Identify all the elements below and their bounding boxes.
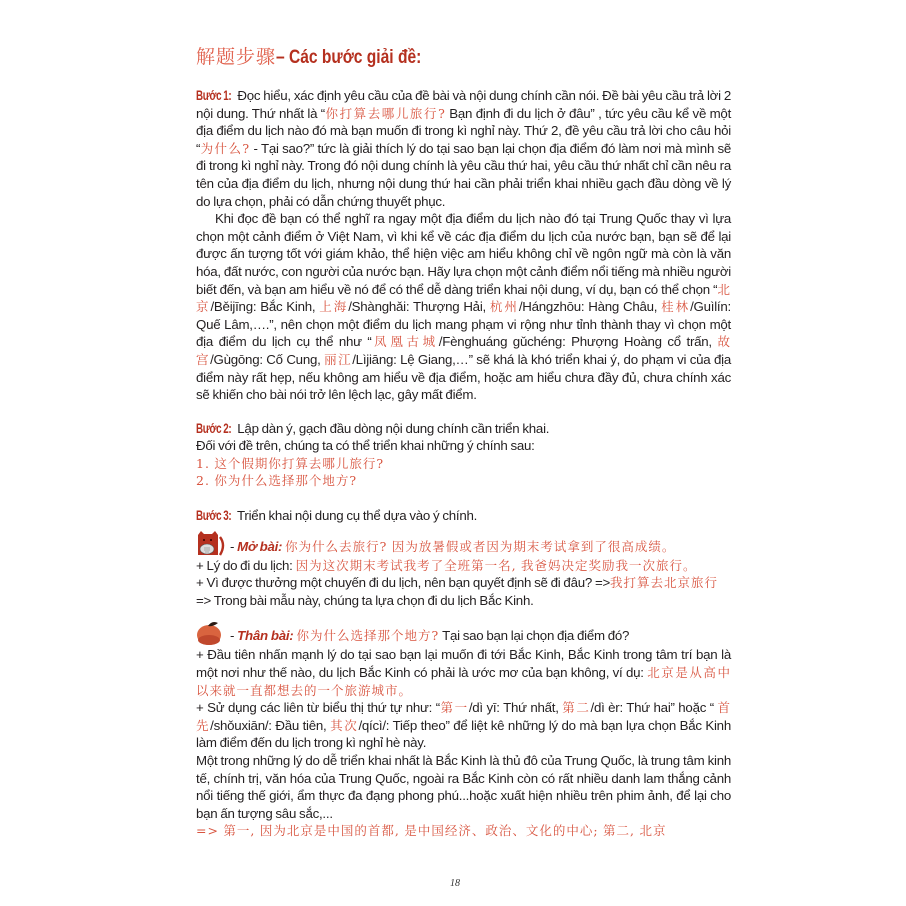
text: Khi đọc đề bạn có thể nghĩ ra ngay một địa điểm du lịch nào đó tại Trung Quốc thay vì lựa chọn một cảnh điểm ở Việt Nam, vì khi kể về các địa điểm du lịch của nước bạn, bạn sẽ để lại được ấn tượng tốt với giám khảo, thể hiện việc am hiểu không chỉ về ngôn ngữ mà còn là văn hóa, đất nước, con người của nước bạn. Hãy lựa chọn một cảnh điểm nổi tiếng mà nhiều người biết đến, và bạn am hiểu về nó để có thể dễ dàng triển khai nội dung, ví dụ, bạn có thể chọn “: [196, 211, 732, 297]
paragraph: [196, 420, 731, 438]
text: /dì èr: Thứ hai” hoặc “: [590, 700, 718, 716]
text: Một trong những lý do dễ triển khai nhất là Bắc Kinh là thủ đô của Trung Quốc, là trung tâm kinh tế, chính trị, văn hóa của Trung Quốc, ngoài ra Bắc Kinh còn có rất nhiều danh lam thắng cảnh nổi tiếng thế giới, ẩm thực đa đạng phong phú...hoặc xuất hiện nhiều trên phim ảnh, để lại cho bạn ấn tượng sâu sắc,...: [196, 753, 731, 821]
text: + Lý do đi du lịch:: [196, 557, 296, 573]
paragraph: [196, 822, 731, 840]
text: /Gùgōng: Cố Cung,: [210, 351, 325, 367]
text: /qícì/: Tiếp theo” để liệt kê những lý do mà bạn lựa chọn Bắc Kinh làm điểm đến du lịch trong kì nghỉ hè này.: [196, 717, 731, 751]
text: Đọc hiểu, xác định yêu cầu của đề bài và nội dung chính cần nói. Đề bài yêu cầu trả lời 2 nội dung. Thứ nhất là “: [196, 88, 731, 121]
chinese-text: 2. 你为什么选择那个地方?: [196, 473, 358, 489]
chinese-text: 其次: [330, 717, 359, 733]
section-label: Thân bài:: [237, 628, 294, 644]
text: Bạn định đi du lịch ở đâu” , tức yêu cầu kể về một địa điểm du lịch nào đó mà bạn muốn đi trong kì nghỉ này. Thứ 2, đề yêu cầu trả lời cho câu hỏi “: [196, 105, 732, 156]
text: /Běijīng: Bắc Kinh,: [210, 299, 320, 315]
text: Đối với đề trên, chúng ta có thể triển khai những ý chính sau:: [196, 438, 535, 454]
chinese-text: 桂林: [661, 299, 691, 315]
section-title-chinese: 解题步骤: [196, 46, 277, 68]
chinese-text: 第一: [439, 700, 469, 716]
text: /Fènghuáng gǔchéng: Phượng Hoàng cổ trấn,: [438, 334, 718, 350]
document-page: [196, 44, 731, 840]
text: => Trong bài mẫu này, chúng ta lựa chọn đi du lịch Bắc Kinh.: [196, 592, 534, 608]
chinese-text: 上海: [319, 299, 349, 315]
paragraph: [196, 507, 731, 525]
chinese-text: 第二: [562, 700, 591, 716]
cat-icon: [196, 531, 228, 557]
chinese-text: 我打算去北京旅行: [609, 575, 718, 591]
paragraph: [196, 531, 731, 557]
chinese-text: 杭州: [489, 299, 519, 315]
text: /shǒuxiān/: Đầu tiên,: [210, 717, 331, 733]
paragraph: [196, 455, 731, 473]
paragraph: [196, 87, 731, 210]
paragraph: [196, 699, 731, 752]
chinese-text: 你为什么去旅行? 因为放暑假或者因为期末考试拿到了很高成绩。: [285, 538, 676, 554]
text: /Guìlín: Quế Lâm,….”, nên chọn một điểm du lịch mang phạm vi rộng như tỉnh thành thay vì chọn một địa điểm du lịch cụ thể như “: [196, 299, 731, 350]
text: Lập dàn ý, gạch đầu dòng nội dung chính cần triển khai.: [234, 420, 550, 436]
paragraph: [196, 646, 731, 699]
step-label: Bước 2:: [196, 419, 232, 436]
apple-icon: [196, 620, 228, 646]
page-number: 18: [450, 878, 460, 889]
paragraph: [196, 557, 731, 575]
text: -: [230, 538, 238, 554]
text: -: [230, 628, 238, 644]
chinese-text: 北京是从高中以来就一直都想去的一个旅游城市。: [196, 665, 731, 698]
chinese-text: 凤凰古城: [371, 334, 439, 350]
text: /Shànghǎi: Thượng Hải,: [348, 299, 490, 315]
text: + Đầu tiên nhấn mạnh lý do tại sao bạn lại muốn đi tới Bắc Kinh, Bắc Kinh trong tâm trí bạn là một nơi như thế nào, du lịch Bắc Kinh có phải là ước mơ của bạn không, ví dụ:: [196, 647, 731, 681]
document-body: [196, 87, 731, 840]
chinese-text: 你为什么选择那个地方?: [296, 628, 440, 644]
chinese-text: 故宫: [196, 334, 731, 367]
chinese-text: 丽江: [324, 351, 353, 367]
chinese-text: 首先: [196, 700, 731, 733]
paragraph: [196, 472, 731, 490]
text: + Sử dụng các liên từ biểu thị thứ tự như: “: [196, 700, 440, 716]
text: Tại sao bạn lại chọn địa điểm đó?: [439, 628, 630, 644]
section-title: [196, 44, 731, 71]
chinese-text: 因为这次期末考试我考了全班第一名, 我爸妈决定奖励我一次旅行。: [295, 557, 697, 573]
paragraph: [196, 574, 731, 592]
text: + Vì được thưởng một chuyến đi du lịch, nên bạn quyết định sẽ đi đâu? =>: [196, 575, 610, 591]
chinese-text: 北京: [196, 281, 731, 315]
text: /Hángzhōu: Hàng Châu,: [518, 299, 662, 315]
step-label: Bước 3:: [196, 507, 232, 524]
text: /dì yī: Thứ nhất,: [468, 700, 563, 716]
paragraph: [196, 592, 731, 610]
text: - Tại sao?” tức là giải thích lý do tại sao bạn lại chọn địa điểm đó làm nơi mà mình sẽ đi trong kì nghỉ này. Trong đó nội dung chính là yêu cầu thứ hai, yêu cầu thứ nhất chỉ cần nêu ra tên của địa điểm du lịch, nhưng nội dung thứ hai cần phải triển khai nhiều gạch đầu dòng về lý do lựa chọn, phải có dẫn chứng thuyết phục.: [196, 140, 731, 209]
paragraph: [196, 620, 731, 646]
chinese-text: 1. 这个假期你打算去哪儿旅行?: [196, 455, 385, 471]
step-label: Bước 1:: [196, 87, 232, 103]
paragraph: [196, 437, 731, 455]
section-label: Mở bài:: [237, 538, 283, 554]
text: /Lìjiāng: Lệ Giang,…” sẽ khá là khó triển khai ý, do phạm vi của địa điểm này rất hẹp, nếu không am hiểu về địa điểm, hoặc am hiểu chưa đầy đủ, chưa chính xác sẽ khiến cho bài nói trở lên lệch lạc, gây mất điểm.: [196, 351, 731, 403]
chinese-text: => 第一, 因为北京是中国的首都, 是中国经济、政治、文化的中心; 第二, 北京: [196, 823, 667, 839]
chinese-text: 你打算去哪儿旅行?: [324, 105, 446, 121]
chinese-text: 为什么?: [200, 140, 251, 156]
paragraph: [196, 210, 731, 404]
section-title-vietnamese: – Các bước giải đề:: [276, 47, 422, 68]
text: Triển khai nội dung cụ thể dựa vào ý chính.: [234, 508, 478, 524]
paragraph: [196, 752, 731, 822]
